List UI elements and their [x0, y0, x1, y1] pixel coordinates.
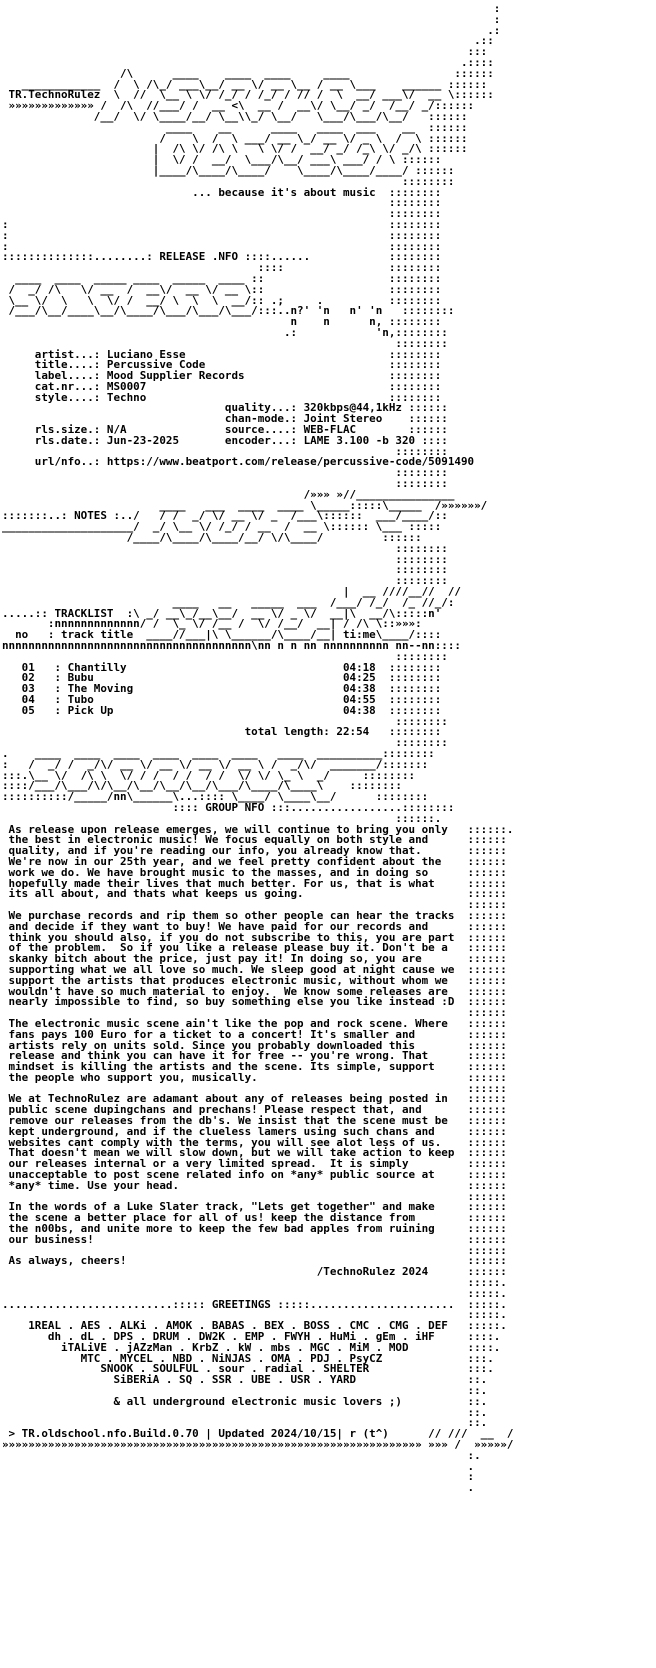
nfo-line: :::::::: [2, 736, 448, 750]
nfo-line: : :::::::: [2, 217, 442, 231]
nfo-line: n n n, :::::::: [2, 315, 442, 329]
nfo-line: the scene a better place for all of us! keep the distance from :::::: [2, 1211, 507, 1225]
nfo-line: That doesn't mean we will slow down, but we will take action to keep :::::: [2, 1146, 507, 1160]
nfo-line: ::. [2, 1384, 488, 1397]
nfo-line: and decide if they want to buy! We have paid for our records and :::::: [2, 919, 507, 933]
nfo-line: ____ ____ _____ ____ _____ ____ :: :::::::: [2, 271, 442, 285]
nfo-line: hopefully made their lives that much better. For us, that is what :::::: [2, 876, 507, 890]
nfo-line: . ____ ____ ____ ____ ____ ____ ____ __________:::::::: [2, 746, 435, 760]
nfo-line: : :::::::: [2, 239, 442, 253]
nfo-line: ... because it's about music :::::::: [2, 185, 442, 199]
nfo-line: SNOOK . SOULFUL . sour . radial . SHELTER :::. [2, 1362, 494, 1376]
nfo-line: dh . dL . DPS . DRUM . DW2K . EMP . FWYH . HuMi . gEm . iHF ::::. [2, 1330, 501, 1344]
nfo-line: :. [2, 1448, 481, 1462]
nfo-document [2, 4, 652, 1494]
nfo-line: TR.TechnoRulez \ // \__ \ \/ /_/ / /_/ / // / \ __/ ___\/ __ \:::::: [2, 88, 494, 102]
nfo-line: As always, cheers! :::::: [2, 1254, 507, 1268]
nfo-line: 05 : Pick Up 04:38 :::::::: [2, 703, 442, 717]
nfo-line: SiBERiA . SQ . SSR . UBE . USR . YARD ::. [2, 1373, 488, 1387]
nfo-line: :::::::: [2, 574, 448, 588]
nfo-line: :::::: [2, 1189, 507, 1203]
nfo-line: : [2, 1470, 475, 1484]
nfo-line: :::::. [2, 1308, 507, 1322]
nfo-line: of the problem. So if you like a release please buy it. Don't be a :::::: [2, 941, 507, 955]
nfo-line: As release upon release emerges, we will continue to bring you only ::::::. [2, 822, 514, 836]
nfo-line: /____/\____/\____/__/ \/\____/ :::::: [2, 531, 422, 545]
nfo-line: ____ __ _____ ___ /___/ /_/ /_ //_/: [2, 595, 455, 609]
nfo-line: rls.size.: N/A source....: WEB-FLAC :::::: [2, 423, 448, 437]
nfo-line: kept underground, and if the clueless lamers using such chans and :::::: [2, 1124, 507, 1138]
nfo-line: :::: :::::::: [2, 261, 442, 275]
nfo-line: :::::. [2, 1286, 507, 1300]
nfo-line: our business! :::::: [2, 1232, 507, 1246]
nfo-line: / \ / \ ___/ __ \_/ __ \/ _ \ / \ :::::: [2, 131, 468, 145]
nfo-line: In the words of a Luke Slater track, "Lets get together" and make :::::: [2, 1200, 507, 1214]
nfo-line: 1REAL . AES . ALKi . AMOK . BABAS . BEX . BOSS . CMC . CMG . DEF :::::. [2, 1319, 507, 1333]
nfo-line: support the artists that produces electronic music, without whom we :::::: [2, 973, 507, 987]
nfo-line: .....:: TRACKLIST :\ _/ __\_/__\__/ __ \/ _ \/ __|\ __/\:::::n' [2, 606, 442, 620]
nfo-line: quality, and if you're reading our info, you already know that. :::::: [2, 844, 507, 858]
nfo-line: the best in electronic music! We focus equally on both style and :::::: [2, 833, 507, 847]
nfo-line: the n00bs, and unite more to keep the few bad apples from ruining :::::: [2, 1222, 507, 1236]
nfo-line: nearly impossible to find, so buy something else you like instead :D :::::: [2, 995, 507, 1009]
nfo-line: supporting what we all love so much. We sleep good at night cause we :::::: [2, 962, 507, 976]
nfo-line: ::::/___/\___/\/\__/\__/\__/\__/\___/\____/\____\ :::::::: [2, 779, 402, 793]
nfo-line: :::::::: [2, 541, 448, 555]
nfo-line: We purchase records and rip them so other people can hear the tracks :::::: [2, 908, 507, 922]
nfo-line: : / _/ / _/\/ __ \/ __ \/ __ \/ __ \ / _/\/ _______/::::::: [2, 757, 429, 771]
nfo-line: artists rely on units sold. Since you probably downloaded this :::::: [2, 1038, 507, 1052]
nfo-line: \__ \/ \ \ \/ / __/ \ \ \ __/:: .; . :::::::: [2, 293, 442, 307]
nfo-line: ____________ / \ /\_/ ___\__/ __ \/ __ \__ / __ \___ ______ :::::: [2, 77, 488, 91]
nfo-line: | /\ \/ /\ \ \ \/ / __/ _/ /_\ \/ _/\ :::::: [2, 142, 468, 156]
nfo-line: no : track title ____//___|\ \______/\____/__| ti:me\____/:::: [2, 628, 442, 642]
nfo-line: .:::: [2, 55, 494, 69]
nfo-line: release and think you can have it for free -- you're wrong. That :::::: [2, 1049, 507, 1063]
nfo-line: »»»»»»»»»»»»»»»»»»»»»»»»»»»»»»»»»»»»»»»»»»»»»»»»»»»»»»»»»»»»»»»» »»» / »»»»»/ [2, 1437, 514, 1451]
nfo-line: /__/ \/ \____/__/ \__\\_/ \__/ \___/\___/\__/ :::::: [2, 109, 468, 123]
nfo-line: artist...: Luciano Esse :::::::: [2, 347, 442, 361]
nfo-line: :::::::: [2, 714, 448, 728]
nfo-line: its all about, and thats what keeps us going. :::::: [2, 887, 507, 901]
nfo-line: /»»» »//_______________ [2, 487, 455, 501]
nfo-line: MTC . MYCEL . NBD . NiNJAS . OMA . PDJ . PsyCZ :::. [2, 1351, 494, 1365]
nfo-line: ::::::::::::::........: RELEASE .NFO ::::...... :::::::: [2, 250, 442, 264]
nfo-line: /\ ____ ____ ____ ____ :::::: [2, 66, 494, 80]
nfo-line: :::::::: [2, 196, 442, 210]
nfo-line: total length: 22:54 :::::::: [2, 725, 442, 739]
nfo-line: rls.date.: Jun-23-2025 encoder...: LAME 3.100 -b 320 :::: [2, 433, 448, 447]
nfo-line: ::::::::::/_____/nn\______\...:::: \____/ \____\__/ :::::::: [2, 790, 429, 804]
nfo-line: ____ ___ ____ ____ \_____:::::\_____ /»»»»»»/ [2, 498, 488, 512]
nfo-line: /___/\__/____\__/\____/\___/\___/\___/:::..n?' 'n n' 'n :::::::: [2, 304, 455, 318]
nfo-line: skanky bitch about the price, just pay it! In doing so, you are :::::: [2, 952, 507, 966]
nfo-line: mindset is killing the artists and the scene. Its simple, support :::::: [2, 1060, 507, 1074]
nfo-line: websites cant comply with the terms, you will see alot less of us. :::::: [2, 1135, 507, 1149]
nfo-line: :nnnnnnnnnnnnn/ / \_ \/ /__ / \/ /__/ __| / /\ \::»»»: [2, 617, 422, 631]
nfo-line: unacceptable to post scene related info on *any* public source at :::::: [2, 1168, 507, 1182]
nfo-line: .: [2, 23, 501, 37]
nfo-line: & all underground electronic music lovers ;) ::. [2, 1394, 488, 1408]
nfo-line: :::::::: [2, 336, 448, 350]
nfo-line: : :::::::: [2, 228, 442, 242]
nfo-line: :::::: [2, 898, 507, 912]
nfo-line: .: 'n,:::::::: [2, 325, 448, 339]
nfo-line: quality...: 320kbps@44,1kHz :::::: [2, 401, 448, 415]
nfo-line: 01 : Chantilly 04:18 :::::::: [2, 660, 442, 674]
nfo-line: :::::::: [2, 477, 448, 491]
nfo-line: .:: [2, 34, 494, 48]
nfo-line: The electronic music scene ain't like the pop and rock scene. Where :::::: [2, 1016, 507, 1030]
nfo-line: |____/\____/\____/ \____/\____/____/ :::::: [2, 163, 455, 177]
nfo-line: ::::::. [2, 811, 442, 825]
nfo-line: iTALiVE . jAZzMan . KrbZ . kW . mbs . MGC . MiM . MOD ::::. [2, 1340, 501, 1354]
nfo-line: label....: Mood Supplier Records :::::::: [2, 369, 442, 383]
nfo-line: 04 : Tubo 04:55 :::::::: [2, 693, 442, 706]
nfo-line: :::::: [2, 1081, 507, 1095]
nfo-line: wouldn't have so much material to enjoy. We know some releases are :::::: [2, 984, 507, 998]
nfo-line: our releases internal or a very limited spread. It is simply :::::: [2, 1157, 507, 1171]
nfo-line: :::::::: [2, 174, 455, 188]
nfo-line: :::::::: [2, 649, 448, 663]
nfo-line: :::::: [2, 1243, 507, 1257]
nfo-line: ::. [2, 1416, 488, 1430]
nfo-line: nnnnnnnnnnnnnnnnnnnnnnnnnnnnnnnnnnnnnn\nn n n nn nnnnnnnnnn nn--nn:::: [2, 639, 461, 653]
nfo-line: We at TechnoRulez are adamant about any of releases being posted in :::::: [2, 1092, 507, 1106]
nfo-line: > TR.oldschool.nfo.Build.0.70 | Updated 2024/10/15| r (t^) // /// __ / [2, 1427, 514, 1441]
nfo-line: fans pays 100 Euro for a ticket to a concert! It's smaller and :::::: [2, 1027, 507, 1041]
nfo-line: : [2, 2, 501, 15]
nfo-line: ____ __ ____ ____ ___ __ :::::: [2, 120, 468, 134]
nfo-line: /TechnoRulez 2024 :::::: [2, 1265, 507, 1279]
nfo-line: »»»»»»»»»»»»» / /\ //___/ / __ <\ __ / __\/ \__/ _/ /__/ _/:::::: [2, 99, 475, 113]
nfo-line: :::::::: [2, 466, 448, 480]
nfo-line: :::: GROUP NFO :::.................:::::::: [2, 800, 455, 814]
nfo-line: | \/ / __/ \___/\__/ ___\ ___/ / \ :::::: [2, 153, 442, 167]
nfo-line: work we do. We have brought music to the masses, and in doing so :::::: [2, 865, 507, 879]
nfo-line: public scene dupingchans and prechans! Please respect that, and :::::: [2, 1103, 507, 1117]
nfo-line: 02 : Bubu 04:25 :::::::: [2, 671, 442, 685]
nfo-line: :::::: [2, 1006, 507, 1020]
nfo-line: :::::::: [2, 207, 442, 221]
nfo-line: ::: [2, 45, 488, 59]
nfo-line: / _/ /\ \/ __ / __\/ __ \/ __ \:: :::::::: [2, 282, 442, 296]
nfo-line: title....: Percussive Code :::::::: [2, 358, 442, 372]
nfo-line: :::::::..: NOTES :../ / / _/ \/ __ \/ _ /___\:::::: ___/____/:: [2, 509, 448, 523]
nfo-line: :::::::: [2, 552, 448, 566]
nfo-line: . [2, 1481, 475, 1495]
nfo-line: ..........................::::: GREETINGS :::::...................... :::::. [2, 1297, 507, 1311]
nfo-line: url/nfo..: https://www.beatport.com/release/percussive-code/5091490 [2, 455, 475, 469]
nfo-line: :::::. [2, 1276, 507, 1290]
nfo-line: chan-mode.: Joint Stereo :::::: [2, 412, 448, 426]
nfo-line: cat.nr...: MS0007 :::::::: [2, 379, 442, 393]
nfo-line: :::.\__ \/ /\ \ \/ / / / / / / \/ \/ \_ \ _/ :::::::: [2, 768, 416, 782]
nfo-line: style....: Techno :::::::: [2, 390, 442, 404]
nfo-line: remove our releases from the db's. We insist that the scene must be :::::: [2, 1114, 507, 1128]
nfo-line: . [2, 1459, 475, 1473]
nfo-line: :::::::: [2, 444, 448, 458]
nfo-line: ::. [2, 1405, 488, 1419]
nfo-line: the people who support you, musically. :::::: [2, 1070, 507, 1084]
nfo-line: ____________________/ _/ \__ \/ /_/ / __ / __ \:::::: \___ ::::: [2, 520, 442, 534]
nfo-line: :::::::: [2, 563, 448, 577]
nfo-line: think you should also, if you do not subscribe to this, you are part :::::: [2, 930, 507, 944]
nfo-line: We're now in our 25th year, and we feel pretty confident about the :::::: [2, 854, 507, 868]
nfo-line: | __ ////__// // [2, 585, 461, 599]
nfo-line: 03 : The Moving 04:38 :::::::: [2, 682, 442, 696]
nfo-line: *any* time. Use your head. :::::: [2, 1178, 507, 1192]
nfo-line: : [2, 12, 501, 26]
